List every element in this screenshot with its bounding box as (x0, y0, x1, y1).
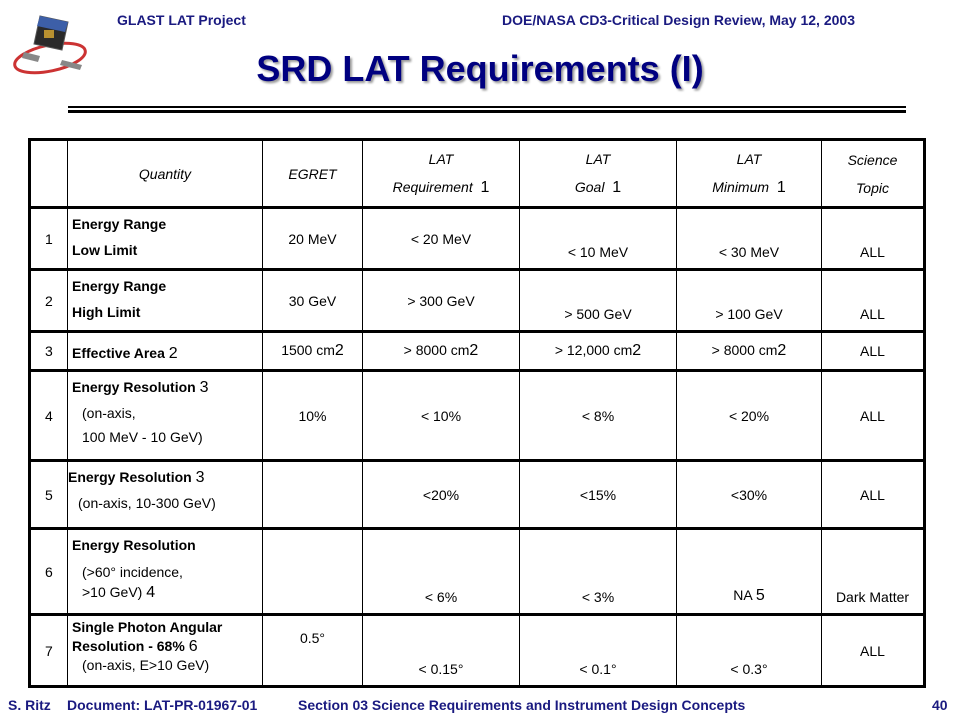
table-row (30, 208, 925, 270)
requirement-value: > 8000 cm2 (363, 332, 520, 371)
table-row (30, 529, 925, 615)
header-egret: EGRET (263, 140, 363, 208)
egret-value (263, 461, 363, 529)
requirements-table (28, 138, 926, 688)
goal-value: < 8% (520, 371, 677, 461)
table-row (30, 461, 925, 529)
quantity-cell: Energy Resolution 3 (on-axis, 10-300 GeV) (68, 461, 263, 529)
minimum-value: NA 5 (677, 529, 822, 615)
requirement-value: > 300 GeV (363, 270, 520, 332)
requirement-value: <20% (363, 461, 520, 529)
minimum-value: < 0.3° (677, 615, 822, 687)
page-number: 40 (932, 697, 948, 713)
review-name: DOE/NASA CD3-Critical Design Review, May 12, 2003 (502, 12, 855, 28)
egret-value: 1500 cm2 (263, 332, 363, 371)
row-number: 6 (30, 529, 68, 615)
quantity-cell: Single Photon Angular Resolution - 68% 6 (on-axis, E>10 GeV) (68, 615, 263, 687)
topic-value: ALL (822, 208, 925, 270)
footer-section: Section 03 Science Requirements and Instrument Design Concepts (298, 697, 746, 713)
minimum-value: <30% (677, 461, 822, 529)
egret-value (263, 529, 363, 615)
requirement-value: < 0.15° (363, 615, 520, 687)
goal-value: <15% (520, 461, 677, 529)
goal-value: < 10 MeV (520, 208, 677, 270)
topic-value: ALL (822, 615, 925, 687)
row-number: 2 (30, 270, 68, 332)
minimum-value: > 100 GeV (677, 270, 822, 332)
topic-value: ALL (822, 332, 925, 371)
header-row (30, 140, 925, 208)
minimum-value: < 30 MeV (677, 208, 822, 270)
minimum-value: < 20% (677, 371, 822, 461)
header-lat-minimum: LAT Minimum 1 (677, 140, 822, 208)
quantity-cell: Effective Area 2 (68, 332, 263, 371)
goal-value: > 500 GeV (520, 270, 677, 332)
row-number: 5 (30, 461, 68, 529)
row-number: 1 (30, 208, 68, 270)
row-number: 4 (30, 371, 68, 461)
requirement-value: < 10% (363, 371, 520, 461)
header-lat-requirement: LAT Requirement 1 (363, 140, 520, 208)
row-number: 3 (30, 332, 68, 371)
topic-value: ALL (822, 461, 925, 529)
requirement-value: < 20 MeV (363, 208, 520, 270)
title-rule-thick (68, 110, 906, 113)
minimum-value: > 8000 cm2 (677, 332, 822, 371)
quantity-cell: Energy Range Low Limit (68, 208, 263, 270)
requirement-value: < 6% (363, 529, 520, 615)
table-row (30, 615, 925, 687)
header-science-topic: Science Topic (822, 140, 925, 208)
egret-value: 20 MeV (263, 208, 363, 270)
header-quantity: Quantity (68, 140, 263, 208)
footer (0, 697, 960, 720)
egret-value: 0.5° (263, 615, 363, 687)
quantity-cell: Energy Range High Limit (68, 270, 263, 332)
goal-value: > 12,000 cm2 (520, 332, 677, 371)
goal-value: < 3% (520, 529, 677, 615)
table-row (30, 332, 925, 371)
goal-value: < 0.1° (520, 615, 677, 687)
header-lat-goal: LAT Goal 1 (520, 140, 677, 208)
slide-title: SRD LAT Requirements (I) (256, 48, 704, 89)
project-name: GLAST LAT Project (117, 12, 246, 28)
row-number: 7 (30, 615, 68, 687)
table-row (30, 270, 925, 332)
quantity-cell: Energy Resolution 3 (on-axis, 100 MeV - 10 GeV) (68, 371, 263, 461)
egret-value: 30 GeV (263, 270, 363, 332)
quantity-cell: Energy Resolution (>60° incidence, >10 GeV) 4 (68, 529, 263, 615)
title-rule (68, 106, 906, 108)
footer-author: S. Ritz (8, 697, 51, 713)
topic-value: ALL (822, 371, 925, 461)
footer-document: Document: LAT-PR-01967-01 (67, 697, 258, 713)
header-num-cell (30, 140, 68, 208)
table-row (30, 371, 925, 461)
topic-value: Dark Matter (822, 529, 925, 615)
egret-value: 10% (263, 371, 363, 461)
topic-value: ALL (822, 270, 925, 332)
